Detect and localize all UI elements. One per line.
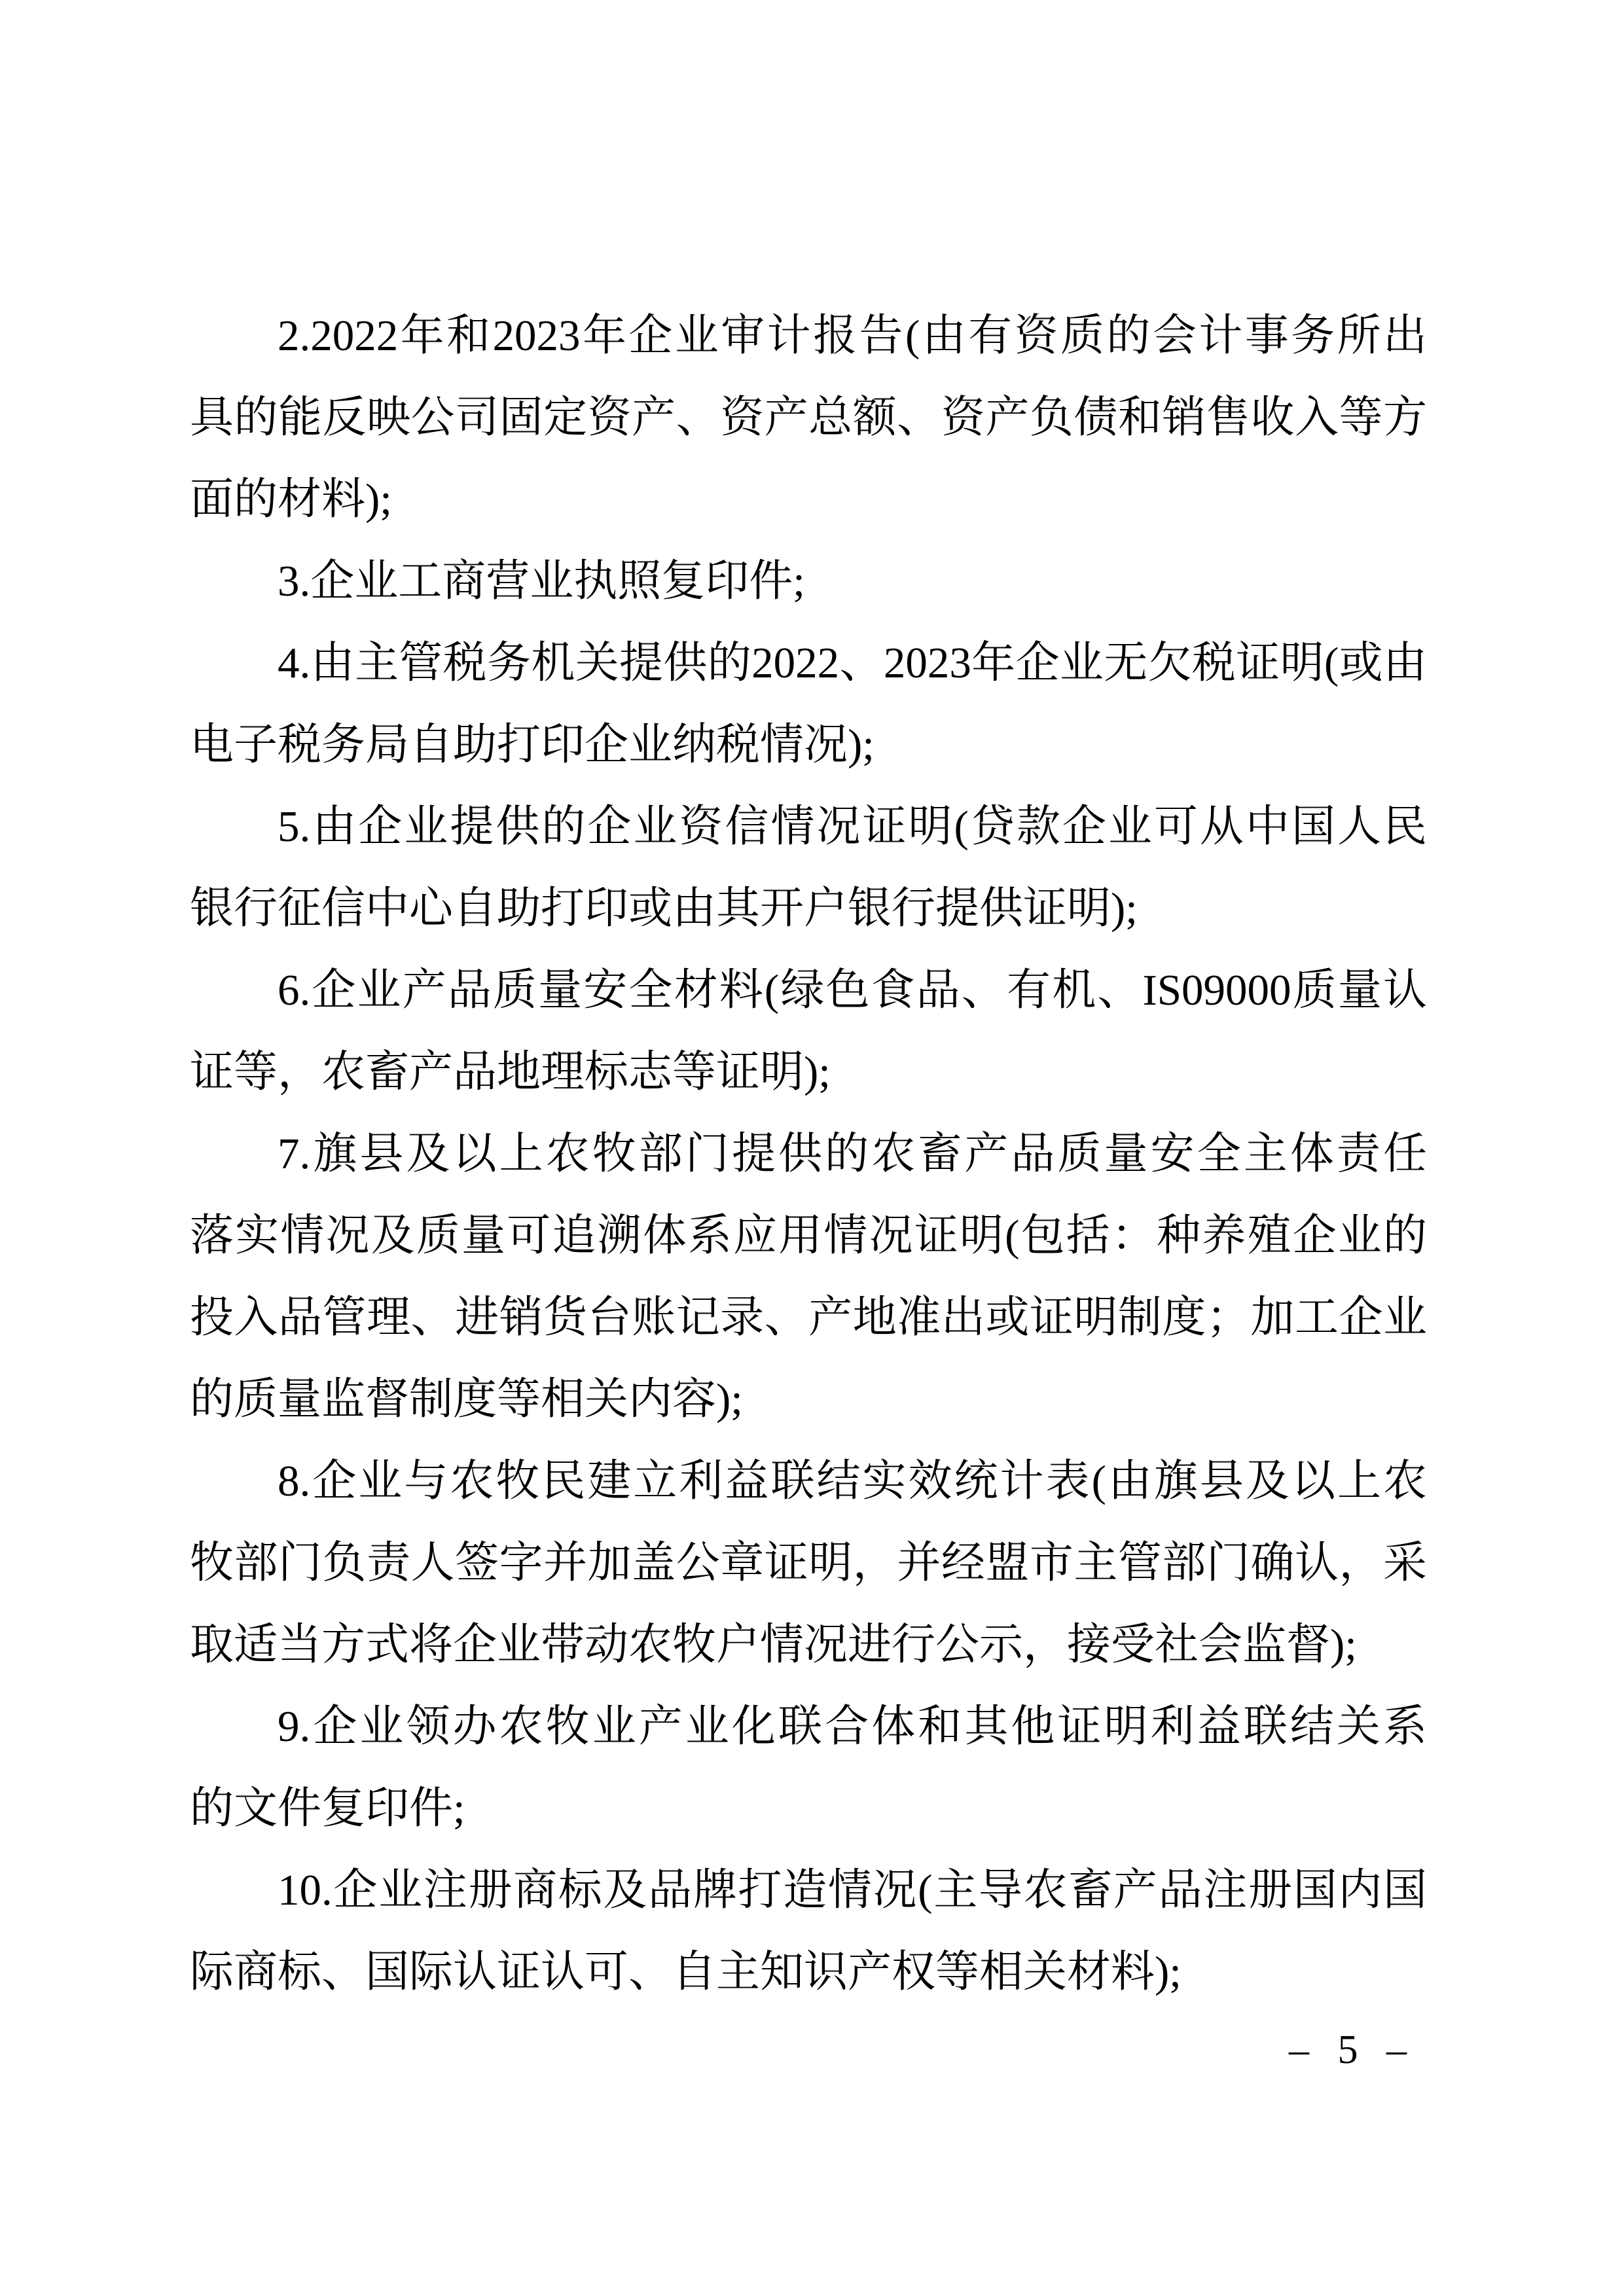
text-line: 银行征信中心自助打印或由其开户银行提供证明); <box>190 884 1138 933</box>
text-line: 投入品管理、进销货台账记录、产地准出或证明制度；加工企业 <box>190 1293 1427 1342</box>
text-block <box>190 295 1427 2013</box>
text-line: 的文件复印件; <box>190 1784 465 1833</box>
text-line: 的质量监督制度等相关内容); <box>190 1375 743 1424</box>
text-line: 电子税务局自助打印企业纳税情况); <box>190 721 875 769</box>
text-line: 面的材料); <box>190 475 392 524</box>
text-line: 具的能反映公司固定资产、资产总额、资产负债和销售收入等方 <box>190 393 1427 442</box>
text-line: 2.2022年和2023年企业审计报告(由有资质的会计事务所出 <box>278 312 1427 360</box>
text-line: 取适当方式将企业带动农牧户情况进行公示，接受社会监督); <box>190 1621 1357 1669</box>
text-line: 5.由企业提供的企业资信情况证明(贷款企业可从中国人民 <box>278 802 1427 851</box>
page-number: – 5 – <box>1289 2028 1416 2072</box>
text-line: 10.企业注册商标及品牌打造情况(主导农畜产品注册国内国 <box>278 1866 1427 1914</box>
text-line: 3.企业工商营业执照复印件; <box>278 557 805 605</box>
text-line: 9.企业领办农牧业产业化联合体和其他证明利益联结关系 <box>278 1702 1427 1751</box>
text-line: 4.由主管税务机关提供的2022、2023年企业无欠税证明(或由 <box>278 639 1427 687</box>
text-line: 7.旗县及以上农牧部门提供的农畜产品质量安全主体责任 <box>278 1130 1427 1178</box>
text-line: 8.企业与农牧民建立利益联结实效统计表(由旗县及以上农 <box>278 1457 1427 1505</box>
text-line: 证等，农畜产品地理标志等证明); <box>190 1048 831 1096</box>
text-line: 落实情况及质量可追溯体系应用情况证明(包括：种养殖企业的 <box>190 1211 1427 1260</box>
text-line: 6.企业产品质量安全材料(绿色食品、有机、IS09000质量认 <box>278 966 1427 1014</box>
text-line: 牧部门负责人签字并加盖公章证明，并经盟市主管部门确认，采 <box>190 1539 1427 1587</box>
text-line: 际商标、国际认证认可、自主知识产权等相关材料); <box>190 1948 1182 1996</box>
